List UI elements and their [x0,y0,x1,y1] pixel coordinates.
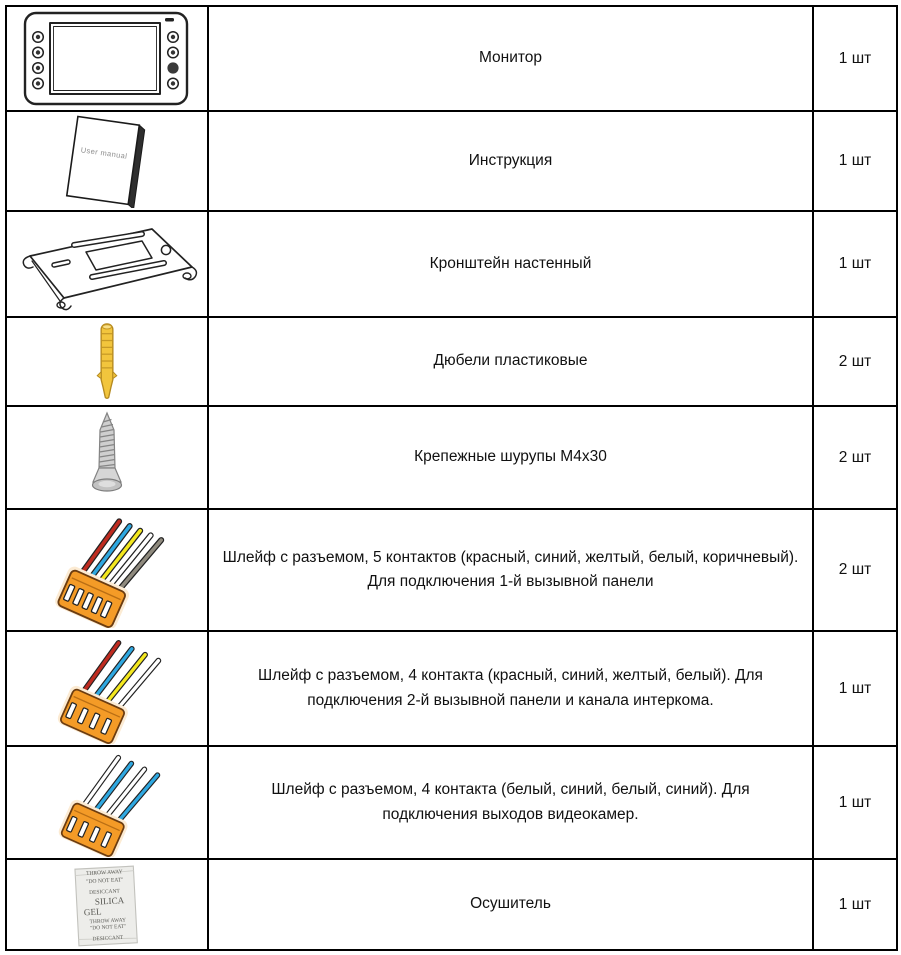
item-description-text: Кронштейн настенный [429,254,592,272]
table-row [6,317,897,406]
desiccant-illustration [64,863,150,947]
item-quantity: 1 шт [813,111,897,211]
table-row [6,406,897,509]
monitor-buttons-right [167,31,178,88]
silica-text-line: SILICA [94,894,125,907]
bracket-hooks [23,256,196,310]
silica-text-line: GEL [83,905,102,917]
item-description-text: Монитор [478,49,543,67]
dowel-illustration [90,321,124,403]
item-description [208,631,813,746]
item-quantity: 2 шт [813,406,897,509]
item-quantity: 1 шт [813,211,897,317]
silica-text-line: THROW AWAY [89,916,127,925]
item-description-text: Шлейф с разъемом, 4 контакта (белый, синий, белый, синий). Для подключения выходов видеокамер. [271,781,750,823]
manual-cover-label: User manual [80,145,128,161]
monitor-led [165,18,174,22]
bracket-illustration [12,214,202,314]
item-quantity: 2 шт [813,509,897,631]
item-description-text: Шлейф с разъемом, 4 контакта (красный, синий, желтый, белый). Для подключения 2-й вызывной панели и канала интеркома. [258,667,763,709]
item-description-text: Крепежные шурупы М4х30 [414,448,607,466]
cable-4pin-illustration [43,634,171,744]
table-row [6,211,897,317]
dowel-fin-left [97,371,101,378]
item-quantity: 1 шт [813,859,897,950]
kit-contents-table [5,5,898,951]
item-description [208,6,813,111]
item-image-cell [6,631,208,746]
table-row [6,746,897,859]
table-row [6,6,897,111]
monitor-buttons-left [33,31,44,88]
silica-text-line: DESICCANT [89,887,120,896]
cable-5pin-illustration [43,512,171,628]
item-description [208,111,813,211]
silica-text-line: "DO NOT EAT" [85,876,124,885]
monitor-illustration [21,10,193,108]
connector [56,683,130,743]
item-image-cell [6,317,208,406]
item-description-text: Шлейф с разъемом, 5 контактов (красный, синий, желтый, белый, коричневый). Для подключения 1-й вызывной панели [222,548,799,590]
screw-head-highlight [99,480,116,486]
item-description [208,406,813,509]
cable-camera-illustration [43,749,171,857]
item-image-cell [6,6,208,111]
item-description [208,317,813,406]
table-row [6,859,897,950]
item-description [208,859,813,950]
dowel-fin-right [113,371,117,378]
item-image-cell [6,406,208,509]
silica-text-line: THROW AWAY [86,868,123,877]
item-quantity: 1 шт [813,746,897,859]
table-row [6,631,897,746]
screw-illustration [85,410,129,506]
item-quantity: 2 шт [813,317,897,406]
connector [57,797,130,856]
silica-text-line: "DO NOT EAT" [89,923,127,932]
item-quantity: 1 шт [813,631,897,746]
item-image-cell [6,509,208,631]
item-image-cell [6,859,208,950]
table-row [6,509,897,631]
table-row [6,111,897,211]
item-image-cell [6,211,208,317]
item-description-text: Осушитель [470,895,551,913]
item-image-cell [6,111,208,211]
item-description [208,211,813,317]
item-description [208,509,813,631]
manual-illustration [37,114,177,208]
bracket-slots [54,234,171,277]
item-image-cell [6,746,208,859]
silica-text-line: DESICCANT [92,934,124,942]
item-quantity: 1 шт [813,6,897,111]
item-description-text: Дюбели пластиковые [433,352,588,370]
item-description [208,746,813,859]
item-description-text: Инструкция [468,151,553,169]
